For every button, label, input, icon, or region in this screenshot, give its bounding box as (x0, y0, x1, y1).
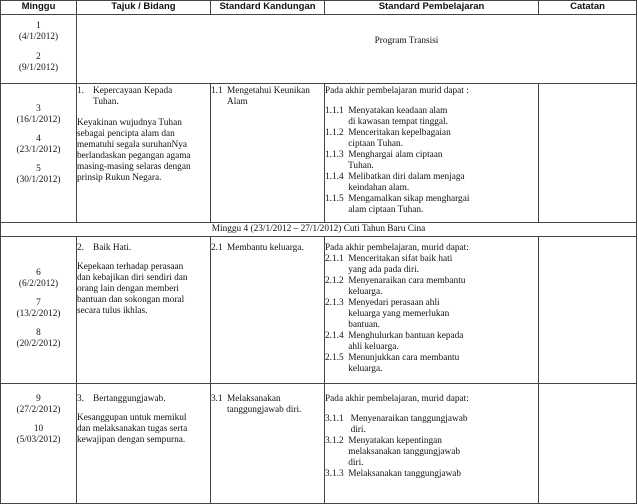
catatan-cell (539, 84, 637, 223)
sk-text: Membantu keluarga. (227, 243, 304, 253)
header-tajuk: Tajuk / Bidang (77, 1, 211, 15)
week-cell (1, 384, 77, 504)
week-number: 4 (36, 134, 41, 144)
holiday-band-row (1, 223, 637, 237)
week-date: (13/2/2012) (16, 309, 61, 319)
sp-item: 1.1.3 Menghargai alam ciptaan Tuhan. (325, 150, 443, 171)
week-date: (4/1/2012) (18, 32, 59, 42)
week-date: (9/1/2012) (18, 63, 59, 73)
week-cell (1, 15, 77, 84)
header-standard-kandungan: Standard Kandungan (211, 1, 325, 15)
tajuk-description: Kesanggupan untuk memikul dan melaksanakan tugas serta kewajipan dengan sempurna. (77, 413, 188, 445)
week-number: 9 (36, 394, 41, 404)
standard-kandungan-cell (211, 384, 325, 504)
sk-number: 1.1 (211, 86, 223, 96)
tajuk-number: 3. (77, 394, 84, 404)
week-date: (30/1/2012) (16, 175, 61, 185)
week-number: 3 (36, 104, 41, 114)
week-date: (20/2/2012) (16, 339, 61, 349)
holiday-band: Minggu 4 (23/1/2012 – 27/1/2012) Cuti Tahun Baru Cina (1, 223, 637, 237)
sp-intro: Pada akhir pembelajaran, murid dapat: (325, 394, 469, 404)
week-date: (27/2/2012) (16, 405, 61, 415)
standard-pembelajaran-cell (325, 237, 539, 384)
sk-text: Mengetahui Keunikan Alam (227, 86, 310, 107)
week-number: 2 (36, 52, 41, 62)
header-standard-pembelajaran: Standard Pembelajaran (325, 1, 539, 15)
tajuk-cell (77, 384, 211, 504)
sk-number: 2.1 (211, 243, 223, 253)
sp-item: 2.1.3 Menyedari perasaan ahli keluarga yang memerlukan bantuan. (325, 298, 450, 330)
tajuk-title: Kepercayaan Kepada Tuhan. (93, 86, 173, 107)
sp-intro: Pada akhir pembelajaran, murid dapat: (325, 243, 469, 253)
sp-item: 1.1.4 Melibatkan diri dalam menjaga keindahan alam. (325, 172, 465, 193)
table-row (1, 384, 637, 504)
week-date: (23/1/2012) (16, 145, 61, 155)
sp-intro: Pada akhir pembelajaran murid dapat : (325, 86, 469, 96)
sp-item: 1.1.1 Menyatakan keadaan alam di kawasan tempat tinggal. (325, 106, 448, 127)
week-number: 8 (36, 328, 41, 338)
program-transisi-cell: Program Transisi (77, 15, 637, 84)
catatan-cell (539, 237, 637, 384)
week-number: 10 (33, 424, 44, 434)
table-row (1, 237, 637, 384)
tajuk-cell (77, 84, 211, 223)
week-date: (16/1/2012) (16, 115, 61, 125)
tajuk-description: Kepekaan terhadap perasaan dan kebajikan diri sendiri dan orang lain dengan memberi bantuan dan sokongan moral secara tulus ikhlas. (77, 262, 188, 316)
tajuk-number: 1. (77, 86, 84, 96)
sp-item: 1.1.2 Menceritakan kepelbagaian ciptaan Tuhan. (325, 128, 451, 149)
sp-item: 3.1.3 Melaksanakan tanggungjawab (325, 469, 462, 479)
week-date: (5/03/2012) (16, 435, 61, 445)
week-date: (6/2/2012) (18, 279, 59, 289)
sp-item: 2.1.2 Menyenaraikan cara membantu keluarga. (325, 276, 466, 297)
tajuk-description: Keyakinan wujudnya Tuhan sebagai pencipta alam dan mematuhi segala suruhanNya berlandaskan pegangan agama masing-masing selaras dengan prinsip Rukun Negara. (77, 118, 191, 183)
table-row (1, 84, 637, 223)
sk-text: Melaksanakan tanggungjawab diri. (227, 394, 302, 415)
standard-pembelajaran-cell (325, 384, 539, 504)
standard-kandungan-cell (211, 84, 325, 223)
sp-item: 2.1.1 Menceritakan sifat baik hati yang ada pada diri. (325, 254, 453, 275)
standard-kandungan-cell (211, 237, 325, 384)
catatan-cell (539, 384, 637, 504)
sk-number: 3.1 (211, 394, 223, 404)
table-row (1, 15, 637, 84)
header-row (1, 1, 637, 15)
sp-item: 3.1.1 Menyenaraikan tanggungjawab diri. (325, 414, 468, 435)
week-number: 7 (36, 298, 41, 308)
sp-item: 2.1.5 Menunjukkan cara membantu keluarga. (325, 353, 460, 374)
tajuk-title: Baik Hati. (93, 243, 132, 253)
week-cell (1, 237, 77, 384)
tajuk-title: Bertanggungjawab. (93, 394, 166, 404)
week-number: 6 (36, 268, 41, 278)
sp-item: 2.1.4 Menghulurkan bantuan kepada ahli keluarga. (325, 331, 464, 352)
standard-pembelajaran-cell (325, 84, 539, 223)
week-cell (1, 84, 77, 223)
header-minggu: Minggu (1, 1, 77, 15)
sp-item: 3.1.2 Menyatakan kepentingan melaksanakan tanggungjawab diri. (325, 436, 461, 468)
week-number: 1 (36, 21, 41, 31)
sp-item: 1.1.5 Mengamalkan sikap menghargai alam ciptaan Tuhan. (325, 194, 470, 215)
tajuk-number: 2. (77, 243, 84, 253)
week-number: 5 (36, 164, 41, 174)
tajuk-cell (77, 237, 211, 384)
header-catatan: Catatan (539, 1, 637, 15)
